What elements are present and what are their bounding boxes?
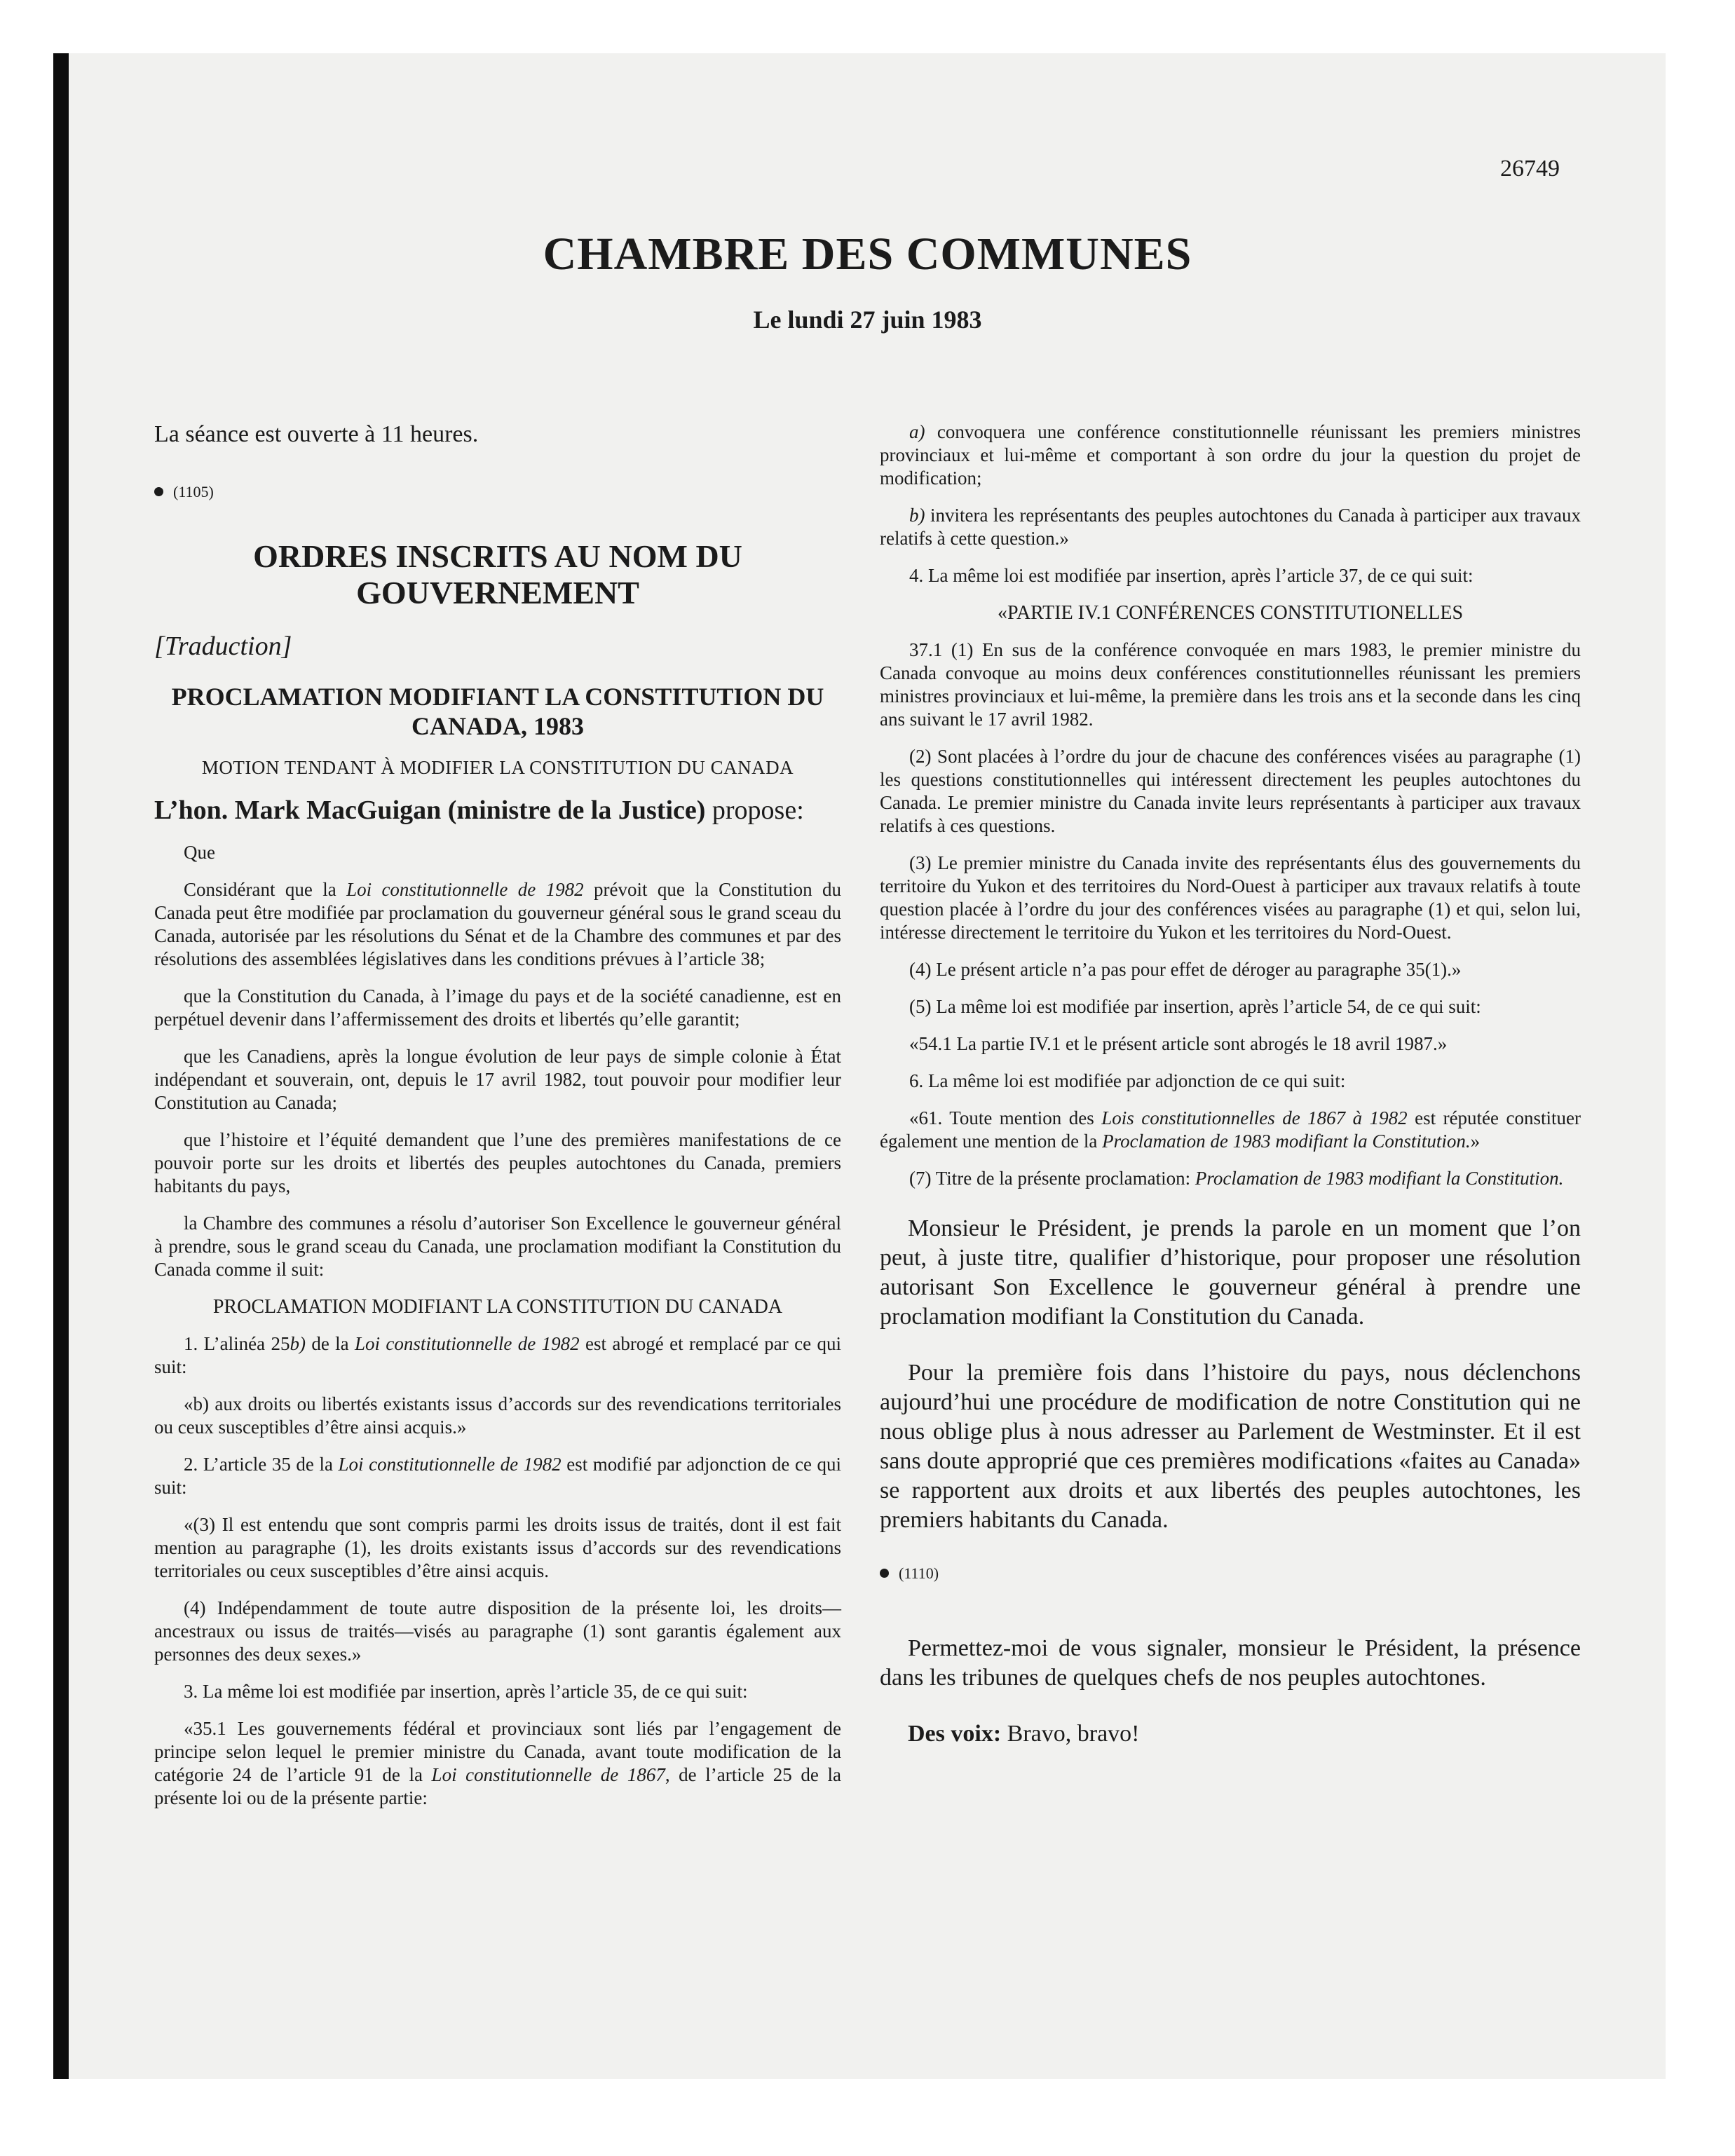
voices-label: Des voix: — [908, 1721, 1002, 1747]
quoted-text: 37.1 (1) En sus de la conférence convoquée en mars 1983, le premier ministre du Canada convoque au moins deux conférences constitutionnelles réunissant les premiers ministres provinciaux et lui-même, la première dans les trois ans et la seconde dans les cinq ans suivant le 17 avril 1982. — [880, 639, 1581, 730]
right-column — [880, 421, 1581, 1763]
partie-heading: «PARTIE IV.1 CONFÉRENCES CONSTITUTIONELLES — [997, 602, 1464, 624]
bullet-icon — [154, 487, 163, 496]
article-2 — [154, 1453, 841, 1499]
text: «35.1 Les gouvernements fédéral et provinciaux sont liés par l’engagement de principe selon lequel le premier ministre du Canada, avant toute modification de la catégorie 24 de l’article 91 de la — [154, 1718, 841, 1785]
text: de la — [305, 1333, 355, 1354]
text: convoquera une conférence constitutionnelle réunissant les premiers ministres provinciaux et lui-même et comportant à son ordre du jour la question du projet de modification; — [880, 421, 1581, 489]
law-title: Lois constitutionnelles de 1867 à 1982 — [1101, 1107, 1408, 1128]
paragraph: que les Canadiens, après la longue évolution de leur pays de simple colonie à État indépendant et souverain, ont, depuis le 17 avril 1982, tout pouvoir pour modifier leur Constitution au Canada; — [154, 1046, 841, 1113]
text: prévoit que la Constitution du Canada peut être modifiée par proclamation du gouverneur général sous le grand sceau du Canada, autorisée par les résolutions du Sénat et de la Chambre des communes et par des résolutions des assemblées législatives dans les conditions prévues à l’article 38; — [154, 879, 841, 969]
article-1 — [154, 1332, 841, 1379]
text: est abrogé et remplacé par ce qui suit: — [154, 1333, 841, 1377]
page-title: CHAMBRE DES COMMUNES — [543, 228, 1192, 280]
law-title: Loi constitutionnelle de 1982 — [338, 1454, 562, 1475]
quoted-text: (4) Indépendamment de toute autre disposition de la présente loi, les droits—ancestraux ou issus de traités—visés au paragraphe (1) sont garantis également aux personnes des deux sexes.» — [154, 1597, 841, 1665]
article-3: 3. La même loi est modifiée par insertion, après l’article 35, de ce qui suit: — [184, 1681, 748, 1702]
motion-heading: MOTION TENDANT À MODIFIER LA CONSTITUTION DU CANADA — [201, 757, 794, 778]
text: Considérant que la — [184, 879, 347, 900]
article-5: (5) La même loi est modifiée par insertion, après l’article 54, de ce qui suit: — [909, 996, 1481, 1017]
speech-paragraph: Monsieur le Président, je prends la parole en un moment que l’on peut, à juste titre, qualifier d’historique, pour proposer une résolution autorisant Son Excellence le gouverneur général à prendre une proclamation modifiant la Constitution du Canada. — [880, 1215, 1581, 1330]
page-number: 26749 — [1500, 156, 1560, 182]
quoted-text: «(3) Il est entendu que sont compris parmi les droits issus de traités, dont il est fait mention au paragraphe (1), les droits existants issus d’accords sur des revendications territoriales ou ceux susceptibles d’être ainsi acquis. — [154, 1514, 841, 1581]
article-6: 6. La même loi est modifiée par adjonction de ce qui suit: — [909, 1070, 1346, 1091]
text: b) — [290, 1333, 306, 1354]
speaker-name: L’hon. Mark MacGuigan (ministre de la Justice) — [154, 796, 706, 825]
law-title: Loi constitutionnelle de 1982 — [355, 1333, 580, 1354]
speaker-verb: propose: — [705, 796, 804, 825]
quoted-text — [880, 504, 1581, 550]
law-title: Loi constitutionnelle de 1867 — [431, 1764, 665, 1785]
text: est réputée constituer également une mention de la — [880, 1107, 1581, 1152]
time-marker — [880, 1562, 1581, 1585]
article-7 — [880, 1167, 1581, 1190]
text: , de l’article 25 de la présente loi ou de la présente partie: — [154, 1764, 841, 1808]
proclamation-subheading: PROCLAMATION MODIFIANT LA CONSTITUTION DU CANADA — [212, 1296, 783, 1318]
quoted-text: (3) Le premier ministre du Canada invite des représentants élus des gouvernements du territoire du Yukon et des territoires du Nord-Ouest à participer aux travaux relatifs à toute question placée à l’ordre du jour des conférences visées au paragraphe (1) et qui, selon lui, intéresse directement le territoire du Yukon et les territoires du Nord-Ouest. — [880, 852, 1581, 943]
law-title: Proclamation de 1983 modifiant la Constitution. — [1102, 1131, 1471, 1152]
article-4: 4. La même loi est modifiée par insertion, après l’article 37, de ce qui suit: — [909, 565, 1474, 586]
speech-paragraph: Pour la première fois dans l’histoire du pays, nous déclenchons aujourd’hui une procédure de modification de notre Constitution qui ne nous oblige plus à nous adresser au Parlement de Westminster. Et il est sans doute approprié que ces premières modifications «faites au Canada» se rapportent aux droits et aux libertés des peuples autochtones, les premiers habitants du Canada. — [880, 1360, 1581, 1533]
bullet-icon — [880, 1569, 889, 1578]
translation-note: [Traduction] — [154, 632, 292, 661]
law-title: Loi constitutionnelle de 1982 — [346, 879, 584, 900]
quoted-text — [880, 1107, 1581, 1153]
text: (7) Titre de la présente proclamation: — [909, 1168, 1195, 1189]
paragraph: que la Constitution du Canada, à l’image du pays et de la société canadienne, est en perpétuel devenir dans l’affermissement des droits et libertés qu’elle garantit; — [154, 985, 841, 1030]
voices-line — [880, 1719, 1581, 1749]
text: «61. Toute mention des — [909, 1107, 1102, 1128]
law-title: Proclamation de 1983 modifiant la Constitution. — [1195, 1168, 1564, 1189]
time-label: (1105) — [173, 483, 214, 500]
text: » — [1470, 1131, 1481, 1152]
text: invitera les représentants des peuples autochtones du Canada à participer aux travaux relatifs à cette question.» — [880, 505, 1581, 549]
quoted-text: (4) Le présent article n’a pas pour effet de déroger au paragraphe 35(1).» — [909, 959, 1462, 980]
paragraph: la Chambre des communes a résolu d’autoriser Son Excellence le gouverneur général à prendre, sous le grand sceau du Canada, une proclamation modifiant la Constitution du Canada comme il suit: — [154, 1213, 841, 1280]
speaker-line — [154, 795, 841, 826]
sitting-opened: La séance est ouverte à 11 heures. — [154, 421, 479, 447]
quoted-text: «54.1 La partie IV.1 et le présent article sont abrogés le 18 avril 1987.» — [909, 1033, 1448, 1054]
paragraph — [154, 878, 841, 971]
quoted-text — [880, 421, 1581, 490]
sitting-date: Le lundi 27 juin 1983 — [753, 306, 982, 334]
section-heading-proclamation: PROCLAMATION MODIFIANT LA CONSTITUTION DU CANADA, 1983 — [171, 683, 824, 740]
time-label: (1110) — [899, 1564, 939, 1582]
quoted-text — [154, 1717, 841, 1810]
paragraph: que l’histoire et l’équité demandent que l’une des premières manifestations de ce pouvoir porte sur les droits et libertés des peuples autochtones du Canada, premiers habitants du pays, — [154, 1129, 841, 1196]
text: 1. L’alinéa 25 — [184, 1333, 290, 1354]
quoted-text: «b) aux droits ou libertés existants issus d’accords sur des revendications territoriales ou ceux susceptibles d’être ainsi acquis.» — [154, 1393, 841, 1438]
text: b) — [909, 505, 925, 526]
speech-paragraph: Permettez-moi de vous signaler, monsieur le Président, la présence dans les tribunes de quelques chefs de nos peuples autochtones. — [880, 1635, 1581, 1691]
voices-text: Bravo, bravo! — [1001, 1721, 1140, 1747]
que-line: Que — [184, 842, 215, 863]
text: est modifié par adjonction de ce qui suit: — [154, 1454, 841, 1498]
section-heading-ordres: ORDRES INSCRITS AU NOM DU GOUVERNEMENT — [253, 538, 742, 610]
text: a) — [909, 421, 925, 442]
time-marker — [154, 480, 841, 503]
text: 2. L’article 35 de la — [184, 1454, 339, 1475]
left-column — [154, 421, 841, 1824]
quoted-text: (2) Sont placées à l’ordre du jour de chacune des conférences visées au paragraphe (1) les questions constitutionnelles qui intéressent directement les peuples autochtones du Canada. Le premier ministre du Canada invite leurs représentants à participer aux travaux relatifs à ces questions. — [880, 746, 1581, 836]
scan-edge-bar — [53, 53, 69, 2079]
